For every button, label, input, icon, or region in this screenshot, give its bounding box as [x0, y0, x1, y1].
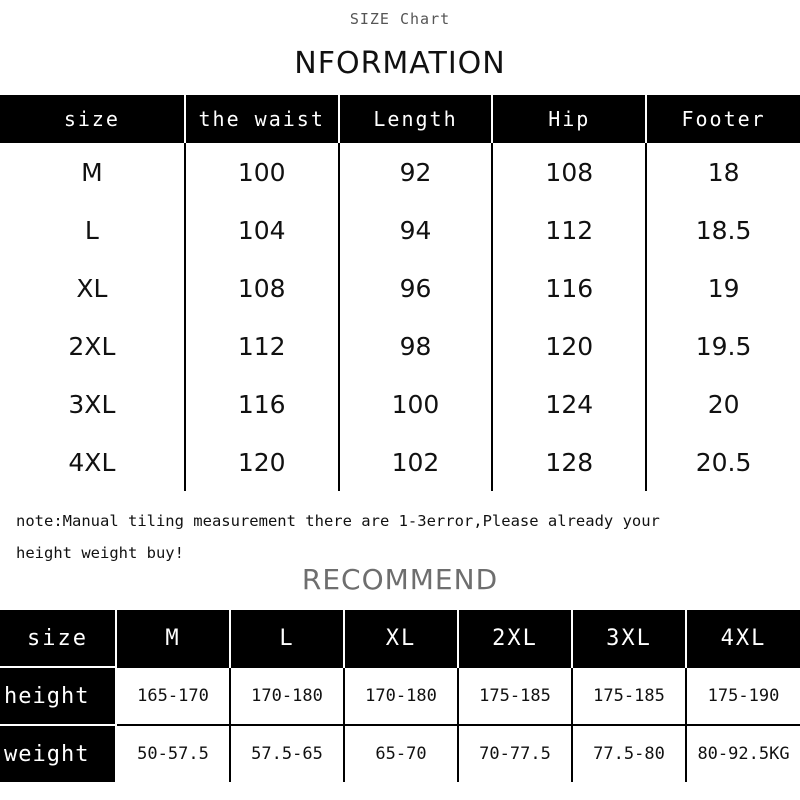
table-row [0, 259, 800, 317]
cell-length: 96 [339, 259, 493, 317]
table-row [0, 317, 800, 375]
cell-footer: 20 [646, 375, 800, 433]
cell-waist: 116 [185, 375, 339, 433]
note-line-1: note:Manual tiling measurement there are 1-3error,Please already your [16, 512, 660, 530]
column-header-footer: Footer [646, 95, 800, 143]
cell-hip: 116 [492, 259, 646, 317]
cell-size: XL [0, 259, 185, 317]
row-label-weight: weight [0, 725, 116, 782]
cell-size: L [0, 201, 185, 259]
cell-waist: 100 [185, 143, 339, 201]
cell-size: 4XL [0, 433, 185, 491]
note-line-2: height weight buy! [16, 544, 184, 562]
size-measurements-table [0, 95, 800, 491]
cell-height-l: 170-180 [230, 667, 344, 725]
recommend-column-header-4xl: 4XL [686, 610, 800, 667]
recommend-table [0, 610, 800, 782]
cell-size: M [0, 143, 185, 201]
column-header-size: size [0, 95, 185, 143]
cell-height-2xl: 175-185 [458, 667, 572, 725]
cell-height-xl: 170-180 [344, 667, 458, 725]
cell-weight-2xl: 70-77.5 [458, 725, 572, 782]
information-heading: NFORMATION [294, 46, 506, 81]
cell-hip: 112 [492, 201, 646, 259]
cell-weight-l: 57.5-65 [230, 725, 344, 782]
cell-footer: 19.5 [646, 317, 800, 375]
cell-length: 102 [339, 433, 493, 491]
recommend-column-header-size: size [0, 610, 116, 667]
table-row [0, 201, 800, 259]
recommend-column-header-3xl: 3XL [572, 610, 686, 667]
cell-length: 92 [339, 143, 493, 201]
table-row [0, 433, 800, 491]
cell-footer: 18 [646, 143, 800, 201]
recommend-row-weight [0, 725, 800, 782]
cell-weight-xl: 65-70 [344, 725, 458, 782]
recommend-row-height [0, 667, 800, 725]
recommend-column-header-xl: XL [344, 610, 458, 667]
recommend-column-header-2xl: 2XL [458, 610, 572, 667]
row-label-height: height [0, 667, 116, 725]
table-header-row [0, 95, 800, 143]
cell-hip: 120 [492, 317, 646, 375]
cell-footer: 19 [646, 259, 800, 317]
recommend-column-header-l: L [230, 610, 344, 667]
cell-length: 100 [339, 375, 493, 433]
cell-footer: 20.5 [646, 433, 800, 491]
cell-height-m: 165-170 [116, 667, 230, 725]
recommend-heading: RECOMMEND [301, 563, 499, 596]
cell-height-3xl: 175-185 [572, 667, 686, 725]
cell-height-4xl: 175-190 [686, 667, 800, 725]
cell-weight-4xl: 80-92.5KG [686, 725, 800, 782]
cell-length: 98 [339, 317, 493, 375]
cell-footer: 18.5 [646, 201, 800, 259]
column-header-hip: Hip [492, 95, 646, 143]
cell-hip: 124 [492, 375, 646, 433]
table-row [0, 375, 800, 433]
cell-hip: 108 [492, 143, 646, 201]
cell-length: 94 [339, 201, 493, 259]
cell-size: 3XL [0, 375, 185, 433]
table-row [0, 143, 800, 201]
recommend-column-header-m: M [116, 610, 230, 667]
cell-weight-3xl: 77.5-80 [572, 725, 686, 782]
cell-waist: 108 [185, 259, 339, 317]
cell-size: 2XL [0, 317, 185, 375]
column-header-waist: the waist [185, 95, 339, 143]
measurement-note [0, 491, 800, 569]
cell-waist: 112 [185, 317, 339, 375]
cell-waist: 104 [185, 201, 339, 259]
page-title: SIZE Chart [349, 10, 451, 28]
cell-waist: 120 [185, 433, 339, 491]
cell-weight-m: 50-57.5 [116, 725, 230, 782]
recommend-header-row [0, 610, 800, 667]
column-header-length: Length [339, 95, 493, 143]
cell-hip: 128 [492, 433, 646, 491]
